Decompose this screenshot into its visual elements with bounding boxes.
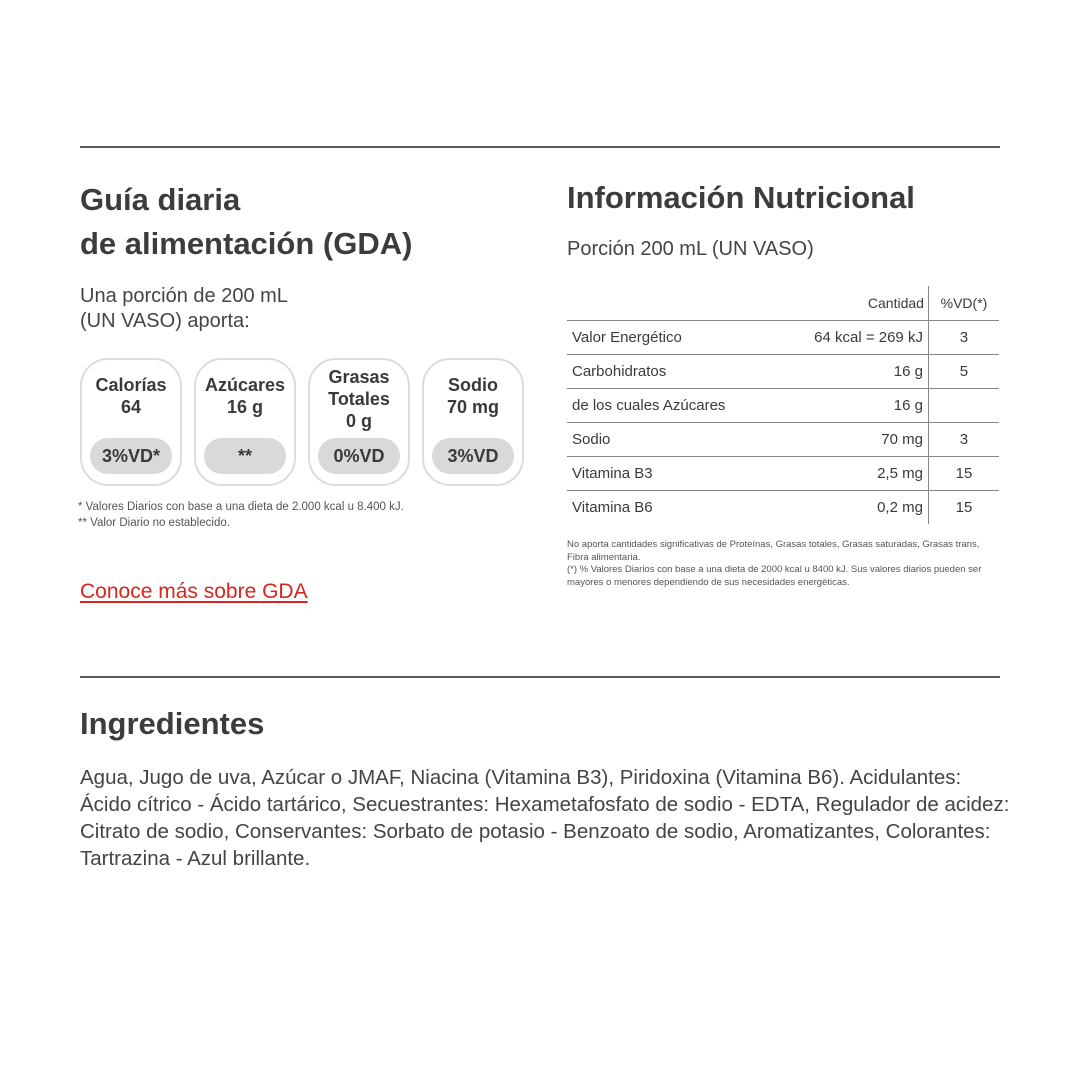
gda-badge-line: Sodio <box>448 375 498 395</box>
nutrient-name: Sodio <box>567 423 776 457</box>
nutrient-daily-value <box>928 389 999 423</box>
gda-footnote: * Valores Diarios con base a una dieta de 2.000 kcal u 8.400 kJ. <box>78 501 404 513</box>
nutrition-title: Información Nutricional <box>567 180 915 215</box>
nutrient-amount: 16 g <box>776 389 929 423</box>
gda-footnote: ** Valor Diario no establecido. <box>78 517 230 529</box>
gda-badge-pill: 3%VD <box>432 438 514 474</box>
nutrient-amount: 2,5 mg <box>776 457 929 491</box>
gda-badge-label <box>196 374 294 418</box>
nutrient-amount: 64 kcal = 269 kJ <box>776 321 929 355</box>
gda-badge-sodium <box>422 358 524 486</box>
nutrient-amount: 16 g <box>776 355 929 389</box>
gda-badge-pill: 3%VD* <box>90 438 172 474</box>
nutrient-name: de los cuales Azúcares <box>567 389 776 423</box>
gda-badge-calories <box>80 358 182 486</box>
nutrition-portion: Porción 200 mL (UN VASO) <box>567 238 814 260</box>
gda-badge-line: Totales <box>328 389 390 409</box>
nutrition-table <box>567 286 999 524</box>
gda-badge-pill: 0%VD <box>318 438 400 474</box>
gda-title-line2: de alimentación (GDA) <box>80 226 413 261</box>
gda-intro-line2: (UN VASO) aporta: <box>80 310 250 332</box>
nutrient-name: Carbohidratos <box>567 355 776 389</box>
gda-intro <box>80 284 400 334</box>
gda-badge-line: Azúcares <box>204 375 286 395</box>
nutrient-name: Vitamina B6 <box>572 499 653 516</box>
table-row <box>567 423 999 457</box>
gda-title-line1: Guía diaria <box>80 182 241 217</box>
gda-learn-more-link[interactable]: Conoce más sobre GDA <box>80 580 308 603</box>
gda-badge-line: 16 g <box>226 397 264 417</box>
gda-footnotes <box>78 499 538 531</box>
gda-badge-label <box>310 366 408 432</box>
gda-badge-label <box>82 374 180 418</box>
nutrition-notes <box>567 539 987 589</box>
gda-badge-line: Calorías <box>95 375 167 395</box>
gda-title <box>80 178 412 266</box>
ingredients-text: Agua, Jugo de uva, Azúcar o JMAF, Niacina (Vitamina B3), Piridoxina (Vitamina B6). Acidulantes: Ácido cítrico - Ácido tartárico, Secuestrantes: Hexametafosfato de sodio - EDTA, Regulador de acidez: Citrato de sodio, Conservantes: Sorbato de potasio - Benzoato de sodio, Aromatizantes, Colorantes: Tartrazina - Azul brillante. <box>80 766 1010 870</box>
gda-badge-total-fat <box>308 358 410 486</box>
gda-badge-pill: ** <box>204 438 286 474</box>
gda-badge-line: 0 g <box>345 411 372 431</box>
table-row <box>567 491 999 525</box>
nutrition-note: (*) % Valores Diarios con base a una dieta de 2000 kcal u 8400 kJ. Sus valores diarios pueden ser mayores o menores dependiendo de sus necesidades energéticas. <box>567 564 982 588</box>
header-nutrient <box>567 286 776 321</box>
gda-badges <box>80 358 524 486</box>
gda-badge-sugars <box>194 358 296 486</box>
gda-intro-line1: Una porción de 200 mL <box>80 285 288 307</box>
header-amount: Cantidad <box>776 286 929 321</box>
nutrient-daily-value: 15 <box>928 457 999 491</box>
table-row <box>567 389 999 423</box>
nutrient-amount: 0,2 mg <box>776 491 929 525</box>
gda-badge-line: 64 <box>120 397 142 417</box>
gda-badge-line: Grasas <box>328 367 390 387</box>
table-row <box>567 355 999 389</box>
section-divider <box>80 676 1000 678</box>
header-daily-value: %VD(*) <box>928 286 999 321</box>
table-row <box>567 321 999 355</box>
nutrient-name: Valor Energético <box>567 321 776 355</box>
table-row <box>567 457 999 491</box>
nutrient-amount: 70 mg <box>776 423 929 457</box>
nutrition-note: No aporta cantidades significativas de Proteínas, Grasas totales, Grasas saturadas, Grasas trans, Fibra alimentaria. <box>567 539 980 563</box>
nutrient-daily-value: 5 <box>928 355 999 389</box>
top-divider <box>80 146 1000 148</box>
gda-badge-label <box>424 374 522 418</box>
nutrient-daily-value: 15 <box>955 499 973 516</box>
gda-badge-line: 70 mg <box>446 397 500 417</box>
nutrient-daily-value: 3 <box>928 321 999 355</box>
nutrient-name: Vitamina B3 <box>567 457 776 491</box>
table-header-row <box>567 286 999 321</box>
nutrient-daily-value: 3 <box>928 423 999 457</box>
ingredients-title: Ingredientes <box>80 706 265 741</box>
